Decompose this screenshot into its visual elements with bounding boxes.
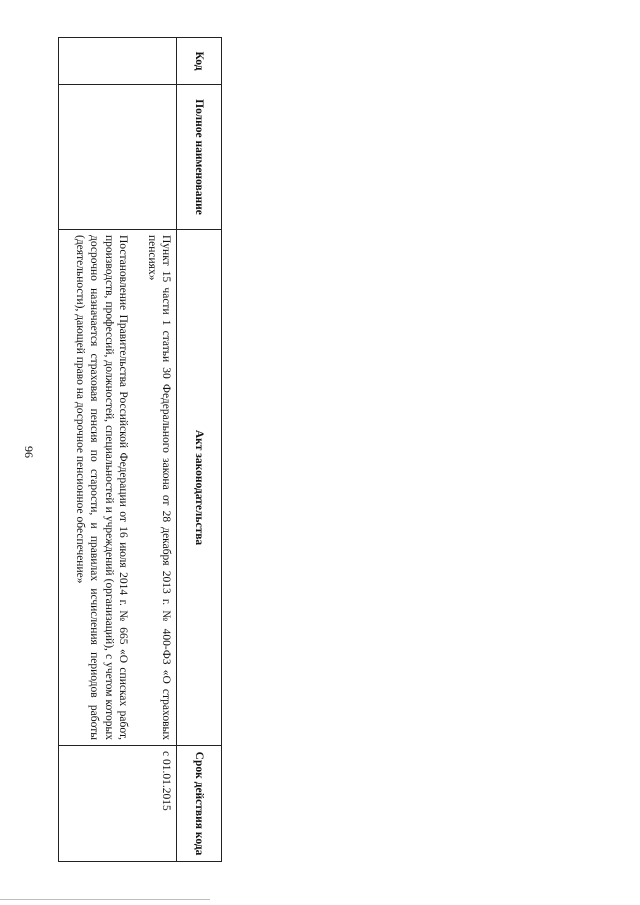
cell-code <box>59 38 177 85</box>
rotated-table-container <box>58 37 222 861</box>
scan-artifact-line <box>0 899 210 900</box>
header-code: Код <box>177 38 222 85</box>
cell-term: с 01.01.2015 <box>59 746 177 862</box>
legislation-table <box>58 37 222 862</box>
header-full-name: Полное наименование <box>177 85 222 230</box>
cell-full-name <box>59 85 177 230</box>
header-act: Акт законодательства <box>177 230 222 746</box>
page-number: 96 <box>22 446 36 458</box>
act-paragraph-2: Постановление Правительства Российской Федерации от 16 июля 2014 г. № 665 «О списках работ, производств, профессий, должностей, специальностей и учреждений (организаций), с учетом которых досрочно назначается страховая пенсия по старости, и правилах исчисления периодов работы (деятельности), дающей право на досрочное пенсионное обеспечение» <box>74 235 130 740</box>
table-row <box>59 38 177 862</box>
cell-act <box>59 230 177 746</box>
act-paragraph-1: Пункт 15 части 1 статьи 30 Федерального закона от 28 декабря 2013 г. № 400-ФЗ «О страховых пенсиях» <box>145 235 172 740</box>
table-header-row <box>177 38 222 862</box>
header-term: Срок действия кода <box>177 746 222 862</box>
